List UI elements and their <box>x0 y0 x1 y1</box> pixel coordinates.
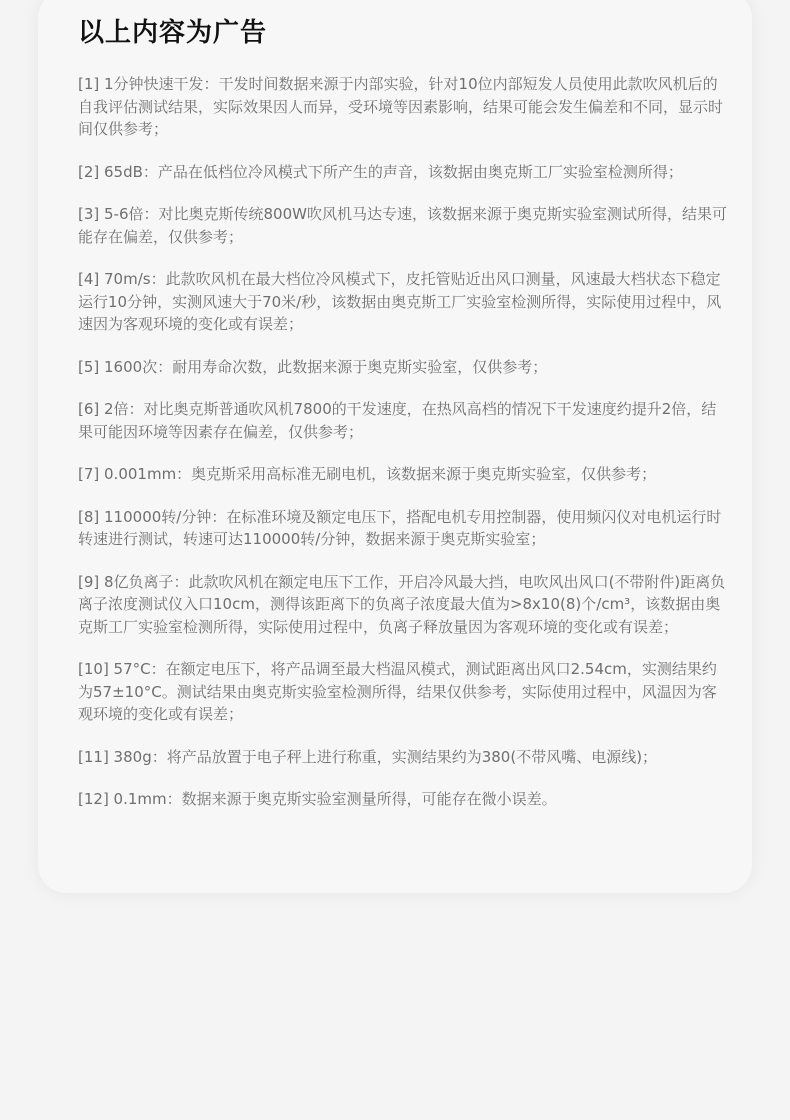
footnote-11: [11] 380g：将产品放置于电子秤上进行称重，实测结果约为380(不带风嘴、电源线)； <box>78 747 658 766</box>
footnote-list <box>78 73 728 831</box>
footnote-9: [9] 8亿负离子：此款吹风机在额定电压下工作，开启冷风最大挡，电吹风出风口(不带附件)距离负离子浓度测试仪入口10cm，测得该距离下的负离子浓度最大值为>8x10(8)个/cm³，该数据由奥克斯工厂实验室检测所得，实际使用过程中，负离子释放量因为客观环境的变化或有误差； <box>78 572 726 636</box>
footnote-10: [10] 57°C：在额定电压下，将产品调至最大档温风模式，测试距离出风口2.54cm，实测结果约为57±10°C。测试结果由奥克斯实验室检测所得，结果仅供参考，实际使用过程中，风温因为客观环境的变化或有误差； <box>78 660 717 723</box>
footnote-12: [12] 0.1mm：数据来源于奥克斯实验室测量所得，可能存在微小误差。 <box>78 790 557 808</box>
footnote-2: [2] 65dB：产品在低档位冷风模式下所产生的声音，该数据由奥克斯工厂实验室检测所得； <box>78 162 683 181</box>
page-title: 以上内容为广告 <box>78 18 268 48</box>
footnote-3: [3] 5-6倍：对比奥克斯传统800W吹风机马达专速，该数据来源于奥克斯实验室测试所得，结果可能存在偏差，仅供参考； <box>78 205 727 246</box>
footnote-5: [5] 1600次：耐用寿命次数，此数据来源于奥克斯实验室，仅供参考； <box>78 357 548 376</box>
footnote-7: [7] 0.001mm：奥克斯采用高标准无刷电机，该数据来源于奥克斯实验室，仅供参考； <box>78 465 657 483</box>
footnote-1: [1] 1分钟快速干发：干发时间数据来源于内部实验，针对10位内部短发人员使用此款吹风机后的自我评估测试结果，实际效果因人而异，受环境等因素影响，结果可能会发生偏差和不同，显示时间仅供参考； <box>78 75 724 138</box>
footnote-4: [4] 70m/s：此款吹风机在最大档位冷风模式下，皮托管贴近出风口测量，风速最大档状态下稳定运行10分钟，实测风速大于70米/秒，该数据由奥克斯工厂实验室检测所得，实际使用过程中，风速因为客观环境的变化或有误差； <box>78 270 722 333</box>
footnote-8: [8] 110000转/分钟：在标准环境及额定电压下，搭配电机专用控制器，使用频闪仪对电机运行时转速进行测试，转速可达110000转/分钟，数据来源于奥克斯实验室； <box>78 507 722 548</box>
footnote-6: [6] 2倍：对比奥克斯普通吹风机7800的干发速度，在热风高档的情况下干发速度约提升2倍，结果可能因环境等因素存在偏差，仅供参考； <box>78 400 717 441</box>
